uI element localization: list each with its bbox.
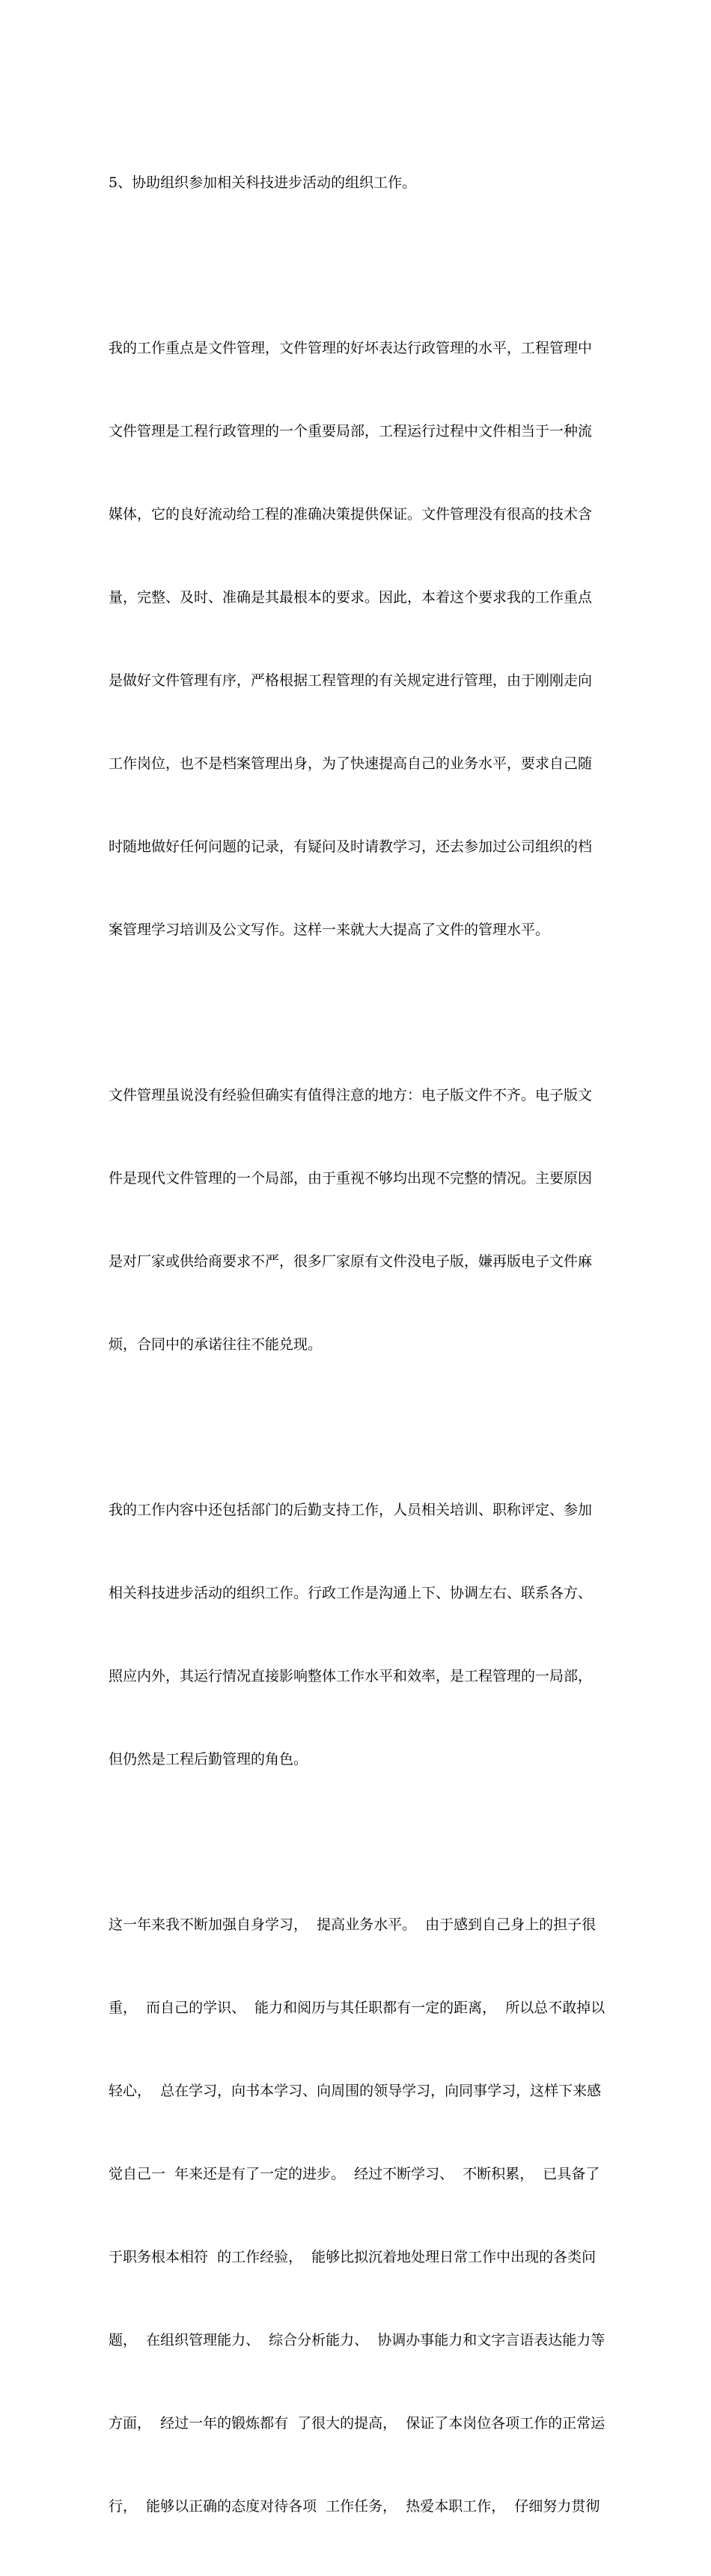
text-line: 行， 能够以正确的态度对待各项 工作任务， 热爱本职工作， 仔细努力贯彻: [109, 2498, 600, 2515]
text-line: 工作岗位，也不是档案管理出身，为了快速提高自己的业务水平，要求自己随: [109, 755, 593, 772]
text-line: 案管理学习培训及公文写作。这样一来就大大提高了文件的管理水平。: [109, 922, 550, 938]
text-line: 题， 在组织管理能力、 综合分析能力、 协调办事能力和文字言语表达能力等: [109, 2332, 605, 2348]
paragraph-electronic-files: [109, 1026, 606, 1414]
text-line: 文件管理是工程行政管理的一个重要局部，工程运行过程中文件相当于一种流: [109, 423, 593, 439]
text-line: 重， 而自己的学识、 能力和阅历与其任职都有一定的距离， 所以总不敢掉以: [109, 2000, 605, 2016]
paragraph-self-study: [109, 1856, 606, 2576]
text-line: 照应内外，其运行情况直接影响整体工作水平和效率，是工程管理的一局部，: [109, 1668, 593, 1684]
paragraph-logistics: [109, 1441, 606, 1829]
text-line: 但仍然是工程后勤管理的角色。: [109, 1751, 308, 1767]
text-line: 于职务根本相符 的工作经验， 能够比拟沉着地处理日常工作中出现的各类问: [109, 2249, 596, 2265]
text-line: 5、协助组织参加相关科技进步活动的组织工作。: [109, 174, 417, 191]
text-line: 是做好文件管理有序，严格根据工程管理的有关规定进行管理，由于刚刚走向: [109, 672, 593, 689]
text-line: 轻心， 总在学习，向书本学习、向周围的领导学习，向同事学习，这样下来感: [109, 2083, 602, 2099]
text-line: 量，完整、及时、准确是其最根本的要求。因此，本着这个要求我的工作重点: [109, 589, 593, 606]
paragraph-work-focus: [109, 279, 606, 999]
text-line: 是对厂家或供给商要求不严，很多厂家原有文件没电子版，嫌再版电子文件麻: [109, 1253, 593, 1270]
text-line: 时随地做好任何问题的记录，有疑问及时请教学习，还去参加过公司组织的档: [109, 838, 593, 855]
text-line: 文件管理虽说没有经验但确实有值得注意的地方：电子版文件不齐。电子版文: [109, 1087, 593, 1103]
text-line: 我的工作内容中还包括部门的后勤支持工作，人员相关培训、职称评定、参加: [109, 1502, 593, 1518]
text-line: 我的工作重点是文件管理，文件管理的好坏表达行政管理的水平，工程管理中: [109, 340, 593, 356]
text-line: 这一年来我不断加强自身学习， 提高业务水平。 由于感到自己身上的担子很: [109, 1916, 596, 1933]
text-line: 媒体，它的良好流动给工程的准确决策提供保证。文件管理没有很高的技术含: [109, 506, 593, 523]
text-line: 方面， 经过一年的锻炼都有 了很大的提高， 保证了本岗位各项工作的正常运: [109, 2415, 605, 2432]
paragraph-item-5: [109, 114, 606, 252]
document-page: [109, 114, 606, 2576]
text-line: 觉自己一 年来还是有了一定的进步。 经过不断学习、 不断积累， 已具备了: [109, 2166, 600, 2182]
text-line: 烦，合同中的承诺往往不能兑现。: [109, 1336, 323, 1353]
text-line: 件是现代文件管理的一个局部，由于重视不够均出现不完整的情况。主要原因: [109, 1170, 593, 1187]
text-line: 相关科技进步活动的组织工作。行政工作是沟通上下、协调左右、联系各方、: [109, 1585, 593, 1601]
